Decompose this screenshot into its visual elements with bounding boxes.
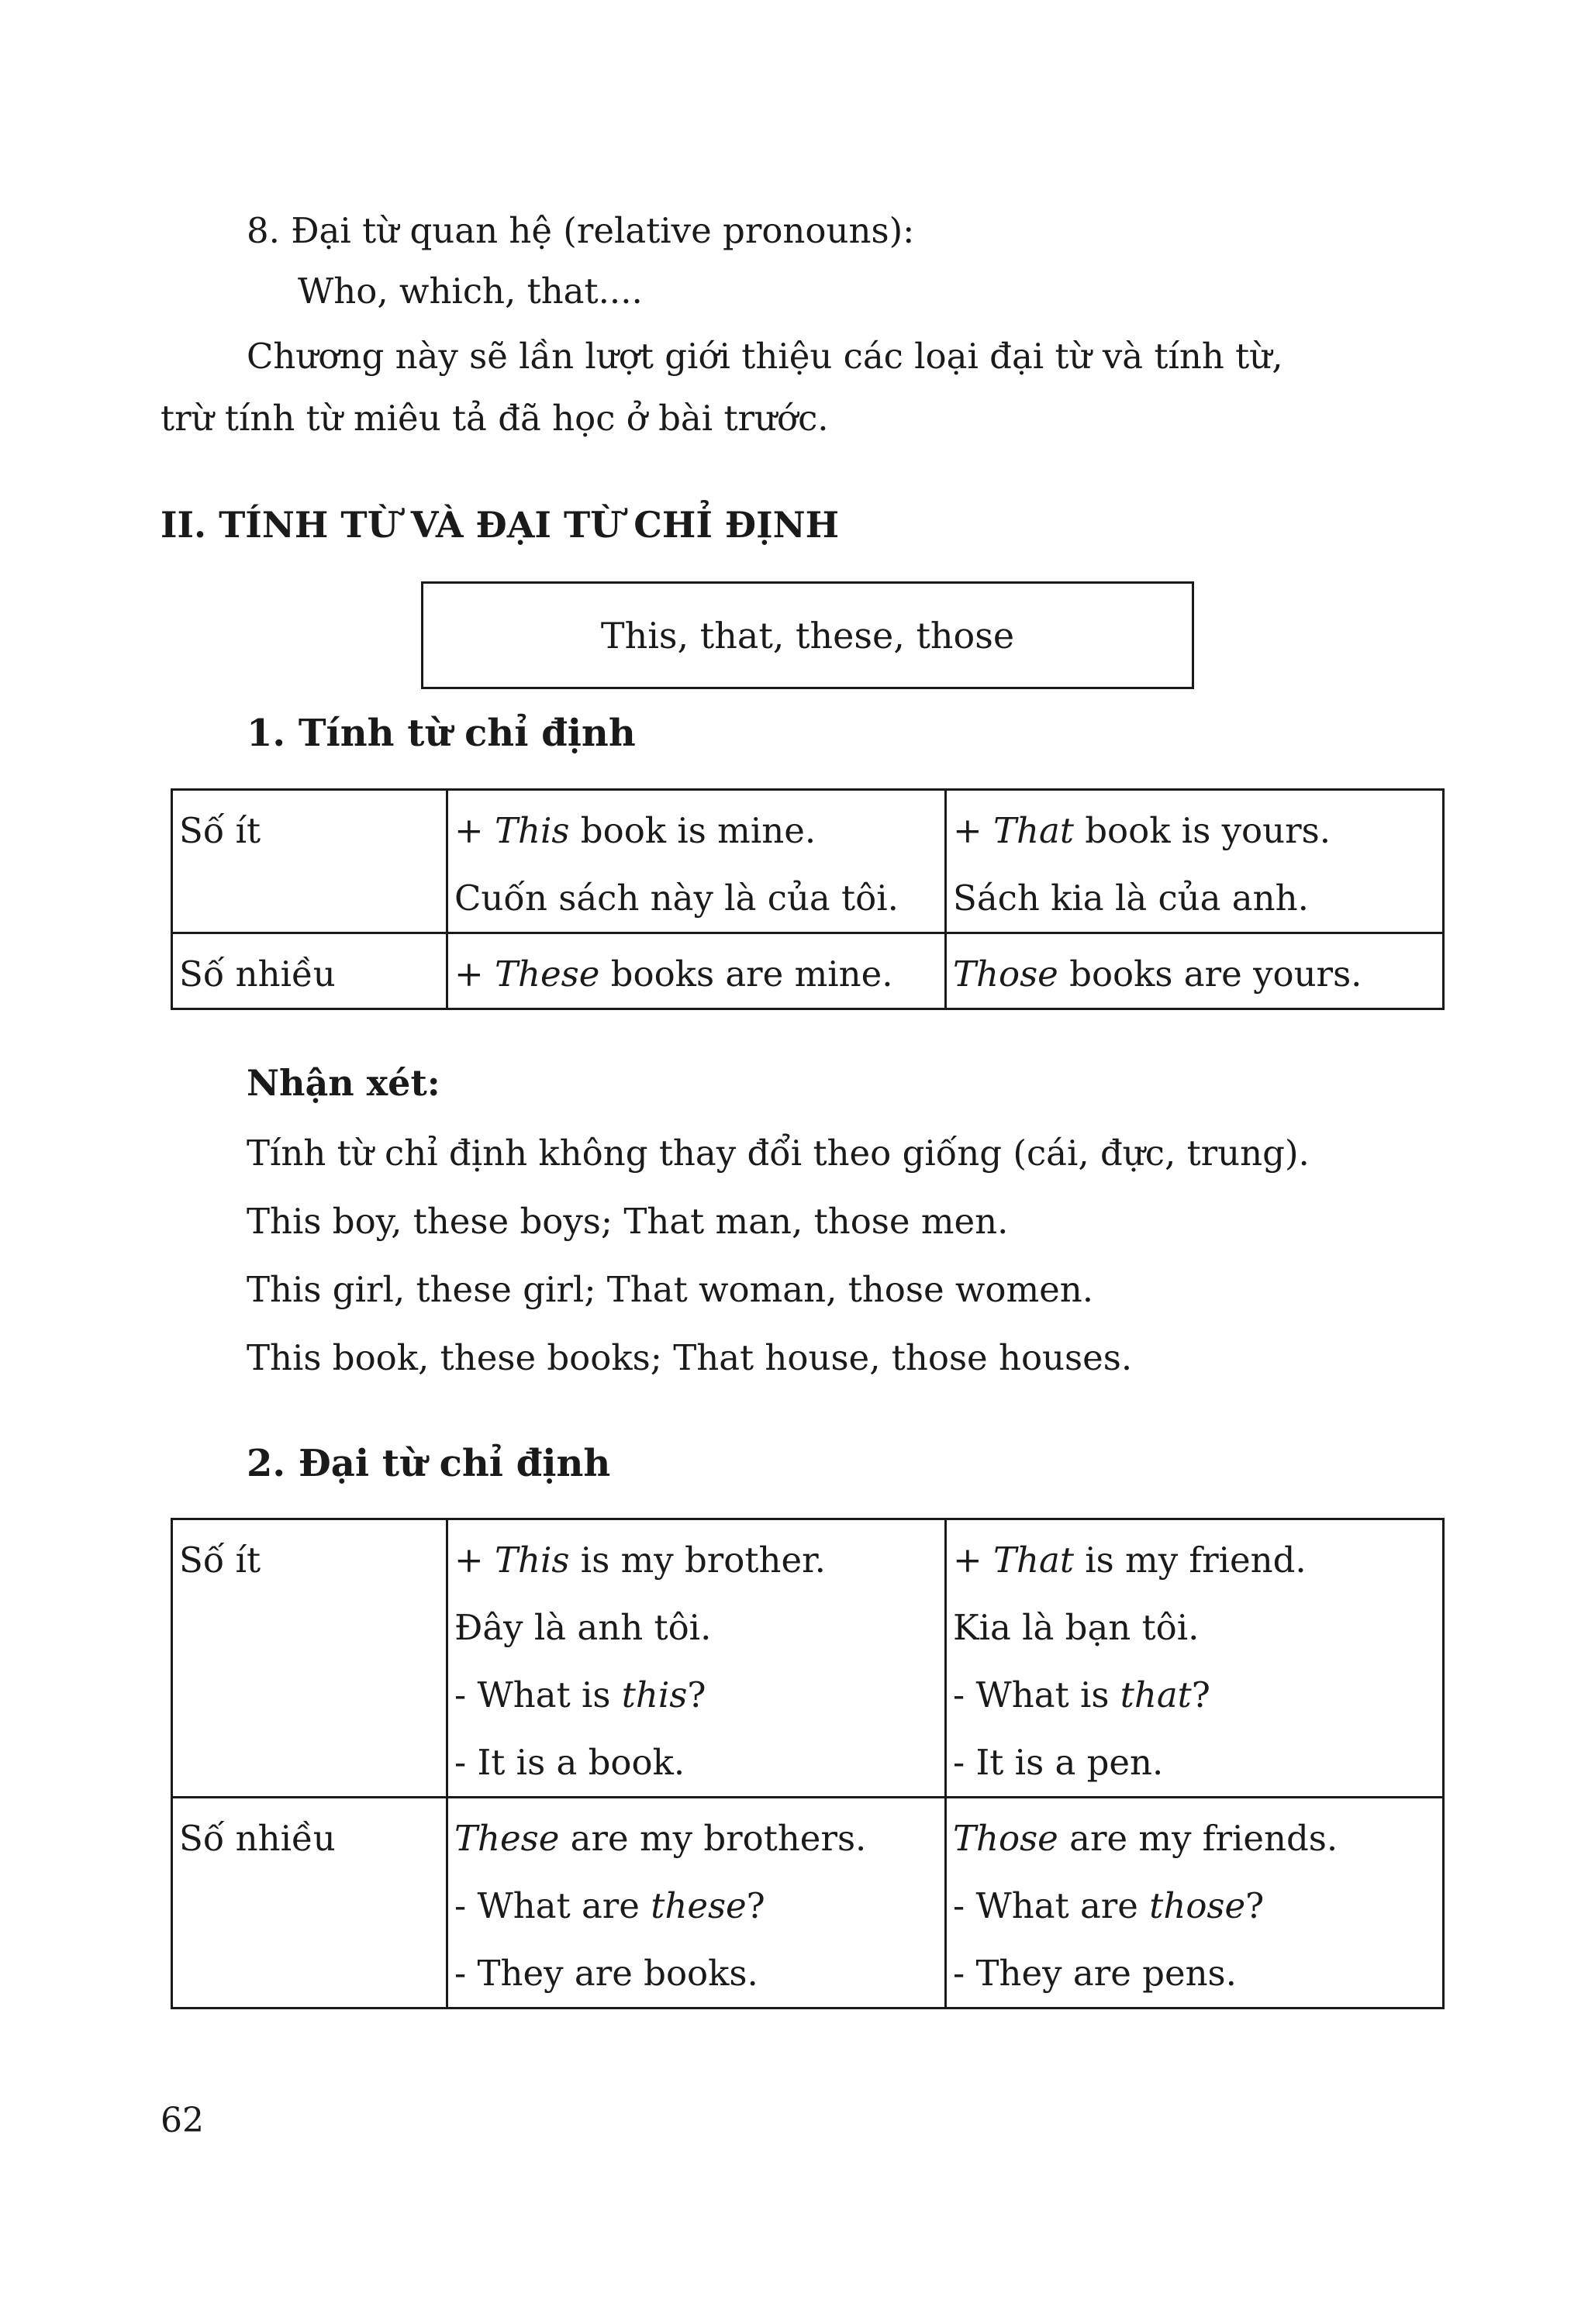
cell-line: + That book is yours. (953, 810, 1331, 851)
intro-paragraph-line-2: trừ tính từ miêu tả đã học ở bài trước. (161, 398, 829, 439)
table-row (172, 1798, 1444, 2009)
cell-line: - What are these? (454, 1885, 765, 1926)
cell-plural-near (447, 933, 946, 1009)
remark-line: This boy, these boys; That man, those men. (247, 1201, 1009, 1242)
cell-line: - It is a book. (454, 1742, 685, 1783)
cell-line: Sách kia là của anh. (953, 878, 1309, 919)
cell-line: + These books are mine. (454, 953, 893, 995)
intro-paragraph-line-1: Chương này sẽ lần lượt giới thiệu các loại đại từ và tính từ, (247, 336, 1283, 377)
intro-line-relative-pronouns: 8. Đại từ quan hệ (relative pronouns): (247, 210, 915, 251)
cell-singular-near (447, 1519, 946, 1798)
section-title: II. TÍNH TỪ VÀ ĐẠI TỪ CHỈ ĐỊNH (161, 504, 840, 546)
table-row (172, 790, 1444, 933)
cell-line: + This is my brother. (454, 1540, 826, 1581)
table-row (172, 933, 1444, 1009)
row-label-singular: Số ít (172, 1519, 447, 1798)
part1-title: 1. Tính từ chỉ định (247, 712, 636, 755)
remark-line: This book, these books; That house, those houses. (247, 1337, 1133, 1378)
cell-singular-far (946, 1519, 1444, 1798)
remark-line: Tính từ chỉ định không thay đổi theo giống (cái, đực, trung). (247, 1133, 1310, 1174)
demonstrative-adjectives-table (171, 788, 1445, 1010)
cell-line: - What are those? (953, 1885, 1265, 1926)
cell-line: Đây là anh tôi. (454, 1607, 712, 1648)
cell-line: + This book is mine. (454, 810, 816, 851)
cell-line: Those are my friends. (953, 1818, 1338, 1859)
cell-singular-far (946, 790, 1444, 933)
cell-line: Those books are yours. (953, 953, 1362, 995)
remarks-title: Nhận xét: (247, 1062, 440, 1104)
cell-line: These are my brothers. (454, 1818, 867, 1859)
cell-plural-far (946, 933, 1444, 1009)
row-label-plural: Số nhiều (172, 1798, 447, 2009)
demonstrative-pronouns-table (171, 1518, 1445, 2009)
cell-line: - What is this? (454, 1674, 706, 1715)
cell-line: - What is that? (953, 1674, 1210, 1715)
cell-singular-near (447, 790, 946, 933)
demonstratives-box-text: This, that, these, those (600, 614, 1015, 657)
remark-line: This girl, these girl; That woman, those women. (247, 1269, 1094, 1310)
part2-title: 2. Đại từ chỉ định (247, 1442, 611, 1485)
cell-line: Cuốn sách này là của tôi. (454, 878, 899, 919)
cell-line: Kia là bạn tôi. (953, 1607, 1200, 1648)
row-label-plural: Số nhiều (172, 933, 447, 1009)
cell-plural-far (946, 1798, 1444, 2009)
row-label-singular: Số ít (172, 790, 447, 933)
cell-line: - They are pens. (953, 1953, 1237, 1994)
page-number: 62 (161, 2101, 204, 2140)
table-row (172, 1519, 1444, 1798)
cell-plural-near (447, 1798, 946, 2009)
cell-line: - It is a pen. (953, 1742, 1164, 1783)
intro-line-examples: Who, which, that.... (298, 271, 643, 312)
cell-line: + That is my friend. (953, 1540, 1307, 1581)
cell-line: - They are books. (454, 1953, 758, 1994)
demonstratives-box (421, 581, 1194, 689)
